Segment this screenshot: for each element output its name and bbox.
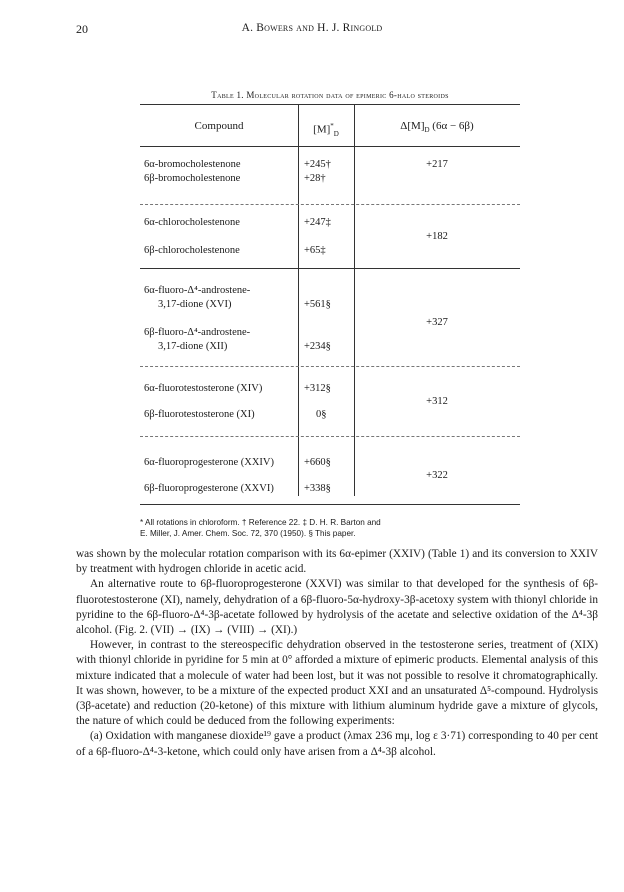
table-cell-delta: +322 (426, 470, 448, 481)
table-cell-compound: 6β-fluoro-Δ⁴-androstene- (144, 327, 251, 338)
column-header-delta: $\Delta[M]_D$ (6α − 6β) (400, 120, 474, 135)
table-cell-compound: 6α-bromocholestenone (144, 159, 241, 170)
table-cell-compound: 3,17-dione (XII) (158, 341, 228, 352)
rotation-table (140, 104, 520, 507)
table-cell-delta: +217 (426, 159, 448, 170)
table-cell-compound: 6β-chlorocholestenone (144, 245, 240, 256)
table-caption: Table 1. Molecular rotation data of epimeric 6-halo steroids (211, 90, 449, 100)
page-number: 20 (76, 22, 88, 36)
table-cell-rotation: +312§ (304, 383, 331, 394)
table-cell-rotation: +660§ (304, 457, 331, 468)
table-cell-rotation: +28† (304, 173, 326, 184)
table-cell-rotation: +561§ (304, 299, 331, 310)
page-header (0, 22, 624, 38)
table-cell-compound: 6α-fluorotestosterone (XIV) (144, 383, 263, 394)
table-cell-rotation: +234§ (304, 341, 331, 352)
table-cell-compound: 6β-fluorotestosterone (XI) (144, 409, 255, 420)
paragraph: An alternative route to 6β-fluoroprogesterone (XXVI) was similar to that developed for the synthesis of 6β-fluorotestosterone (XI), namely, dehydration of a 6β-fluoro-5α-hydroxy-3β-acetoxy system with thionyl chloride in pyridine to the 6β-fluoro-Δ⁴-3β-acetate followed by hydrolysis of the acetate and selective oxidation of the Δ⁴-3β alcohol. (Fig. 2. (VII) → (IX) → (VIII) → (XI).) (76, 578, 598, 637)
table-cell-compound: 6β-fluoroprogesterone (XXVI) (144, 483, 274, 494)
body-text (76, 547, 598, 760)
table-cell-rotation: +247‡ (304, 217, 331, 228)
paragraph: However, in contrast to the stereospecific dehydration observed in the testosterone series, treatment of (XIX) with thionyl chloride in pyridine for 5 min at 0° afforded a mixture of epimeric products. Elemental analysis of this mixture indicated that a molecule of water had been lost, but it was not possible to resolve it chromatographically. It was shown, however, to be a mixture of the expected product XXI and an unsaturated Δ⁵-compound. Hydrolysis (3β-acetate) and reduction (20-ketone) of this mixture with lithium aluminum hydride gave a mixture of glycols, the nature of which could be deduced from the following experiments: (76, 639, 598, 728)
column-header-compound: Compound (194, 120, 244, 132)
table-cell-delta: +182 (426, 231, 448, 242)
column-header-rotation: $[M]^*_D$ (313, 122, 339, 138)
table-cell-compound: 6β-bromocholestenone (144, 173, 241, 184)
table-cell-rotation: +245† (304, 159, 331, 170)
table-cell-compound: 6α-fluoro-Δ⁴-androstene- (144, 285, 251, 296)
table-cell-compound: 3,17-dione (XVI) (158, 299, 232, 310)
table-cell-delta: +327 (426, 317, 448, 328)
table-cell-delta: +312 (426, 396, 448, 407)
table-cell-rotation: +65‡ (304, 245, 326, 256)
table-cell-compound: 6α-fluoroprogesterone (XXIV) (144, 457, 274, 468)
paragraph: (a) Oxidation with manganese dioxide¹⁹ gave a product (λmax 236 mμ, log ε 3·71) corresponding to 40 per cent of a 6β-fluoro-Δ⁴-3-ketone, which could only have arisen from a Δ⁴-3β alcohol. (76, 730, 598, 758)
table-cell-rotation: +338§ (304, 483, 331, 494)
running-head: A. Bowers and H. J. Ringold (241, 22, 383, 34)
table-cell-compound: 6α-chlorocholestenone (144, 217, 240, 228)
table-footnote: * All rotations in chloroform. † Reference 22. ‡ D. H. R. Barton and E. Miller, J. Amer. Chem. Soc. 72, 370 (1950). § This paper. (140, 518, 381, 538)
table-cell-rotation: 0§ (316, 409, 327, 420)
paragraph: was shown by the molecular rotation comparison with its 6α-epimer (XXIV) (Table 1) and its conversion to XXIV by treatment with hydrogen chloride in acetic acid. (76, 548, 598, 576)
